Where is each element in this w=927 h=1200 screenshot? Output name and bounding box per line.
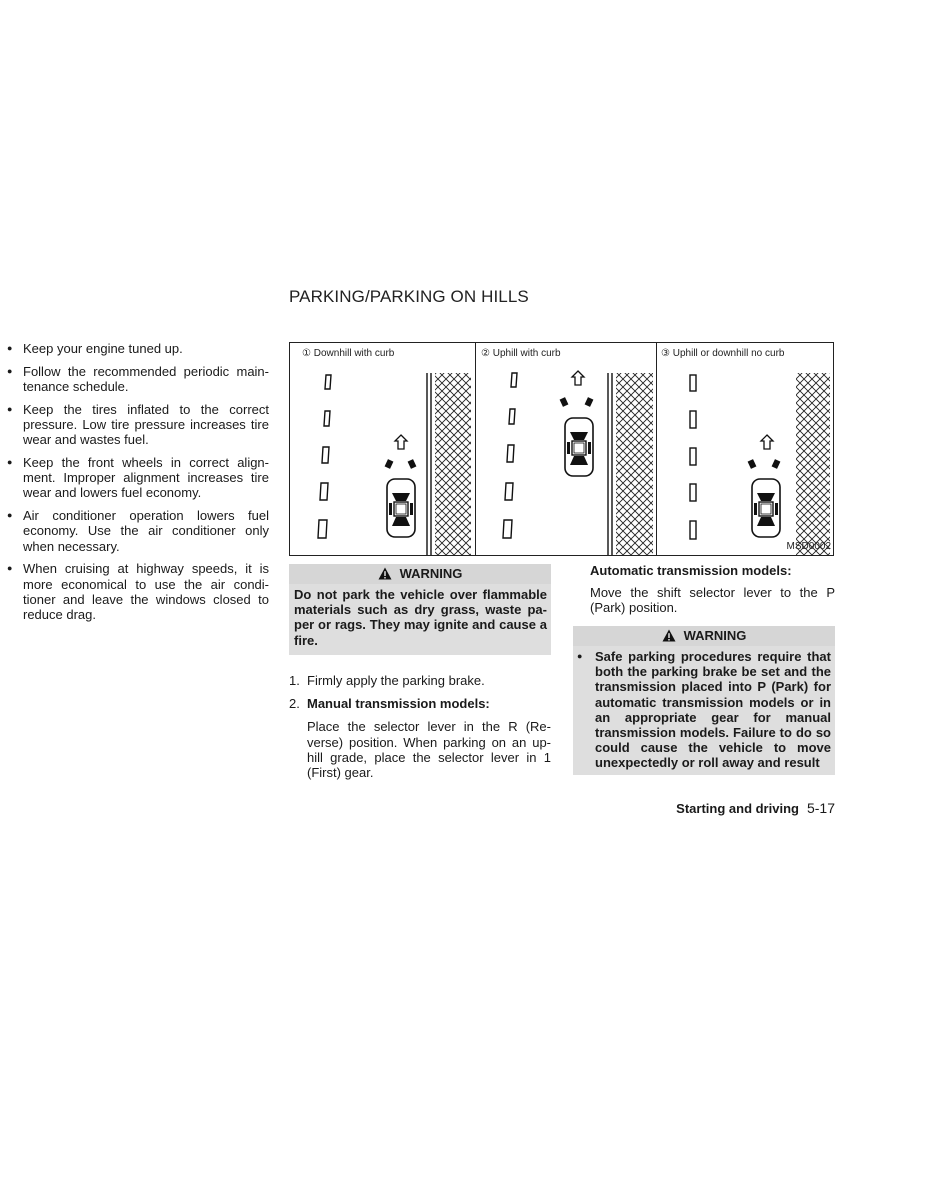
step-item: 1. Firmly apply the parking brake.	[289, 673, 485, 688]
figure-panel-no-curb	[656, 343, 833, 555]
parking-steps	[289, 673, 551, 780]
list-item: ● Keep your engine tuned up.	[7, 341, 269, 356]
page-number: 5-17	[806, 800, 835, 816]
warning-box-fire	[289, 564, 551, 655]
manual-transmission-text: Place the selector lever in the R (Re-verse) position. When parking on an up-hill grade, place the selector lever in 1 (First) gear.	[307, 719, 551, 781]
list-item: ● When cruising at highway speeds, it is more economical to use the air condi-tioner and leave the windows closed to reduce drag.	[7, 561, 269, 622]
tips-list	[7, 341, 269, 622]
page-footer	[676, 800, 835, 816]
warning-heading: WARNING	[399, 566, 463, 581]
footer-section: Starting and driving	[676, 801, 799, 816]
automatic-text: Move the shift selector lever to the P (Park) position.	[590, 585, 835, 616]
downhill-curb-diagram	[290, 343, 475, 555]
figure-panel-downhill	[290, 343, 476, 555]
uphill-curb-diagram	[475, 343, 656, 555]
no-curb-diagram	[656, 343, 833, 555]
panel-label: Uphill or downhill no curb	[672, 348, 785, 359]
warning-text: Safe parking procedures require that both the parking brake be set and the transmission placed into P (Park) for automatic transmission models or in an appropriate gear for manual transmission models. Failure to do so could cause the vehicle to move unexpectedly or roll away and result	[595, 649, 831, 771]
warning-box-parking	[573, 626, 835, 775]
step-item: 2. Manual transmission models:	[289, 696, 490, 712]
list-item: ● Follow the recommended periodic main-tenance schedule.	[7, 364, 269, 394]
warning-triangle-icon	[378, 567, 392, 580]
list-item: ● Keep the tires inflated to the correct pressure. Low tire pressure increases tire wear and wastes fuel.	[7, 402, 269, 448]
page-title: PARKING/PARKING ON HILLS	[289, 287, 529, 306]
automatic-heading: Automatic transmission models:	[590, 563, 792, 578]
panel-label: Downhill with curb	[313, 348, 395, 359]
list-item: ● Keep the front wheels in correct align-ment. Improper alignment increases tire wear and lowers fuel economy.	[7, 455, 269, 501]
panel-number: ③	[661, 348, 670, 359]
warning-text: Do not park the vehicle over flammable materials such as dry grass, waste pa-per or rags. They may ignite and cause a fire.	[289, 584, 551, 655]
panel-number: ②	[481, 348, 490, 359]
automatic-section	[590, 563, 835, 616]
panel-number: ①	[302, 348, 311, 359]
panel-label: Uphill with curb	[492, 348, 561, 359]
parking-figure	[289, 342, 834, 556]
figure-code: MSD0002	[786, 541, 831, 552]
warning-triangle-icon	[662, 629, 676, 642]
list-item: ● Air conditioner operation lowers fuel economy. Use the air conditioner only when necessary.	[7, 508, 269, 554]
warning-heading: WARNING	[683, 628, 747, 643]
bullet-icon: ●	[577, 651, 583, 661]
figure-panel-uphill	[475, 343, 657, 555]
left-column	[7, 341, 269, 630]
